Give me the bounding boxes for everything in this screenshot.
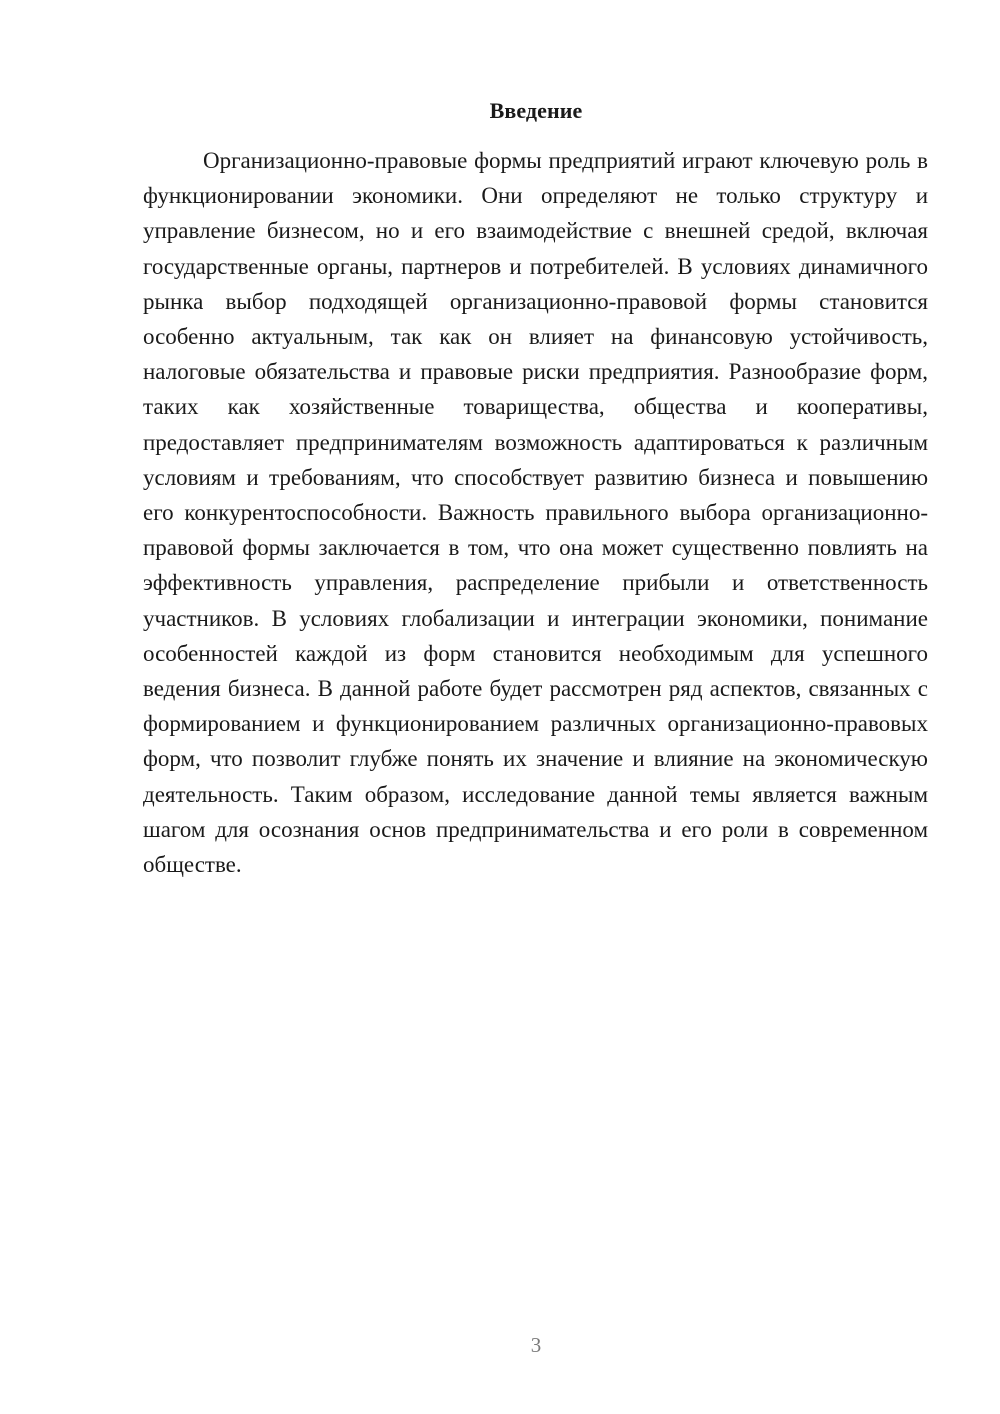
- page-number: 3: [530, 1333, 542, 1357]
- section-title: Введение: [489, 98, 583, 123]
- body-paragraph: Организационно-правовые формы предприятий играют ключевую роль в функционировании экономики. Они определяют не только структуру и управление бизнесом, но и его взаимодействие с внешней средой, включая государственные органы, партнеров и потребителей. В условиях динамичного рынка выбор подходящей организационно-правовой формы становится особенно актуальным, так как он влияет на финансовую устойчивость, налоговые обязательства и правовые риски предприятия. Разнообразие форм, таких как хозяйственные товарищества, общества и кооперативы, предоставляет предпринимателям возможность адаптироваться к различным условиям и требованиям, что способствует развитию бизнеса и повышению его конкурентоспособности. Важность правильного выбора организационно-правовой формы заключается в том, что она может существенно повлиять на эффективность управления, распределение прибыли и ответственность участников. В условиях глобализации и интеграции экономики, понимание особенностей каждой из форм становится необходимым для успешного ведения бизнеса. В данной работе будет рассмотрен ряд аспектов, связанных с формированием и функционированием различных организационно-правовых форм, что позволит глубже понять их значение и влияние на экономическую деятельность. Таким образом, исследование данной темы является важным шагом для осознания основ предпринимательства и его роли в современном обществе.: [143, 148, 928, 878]
